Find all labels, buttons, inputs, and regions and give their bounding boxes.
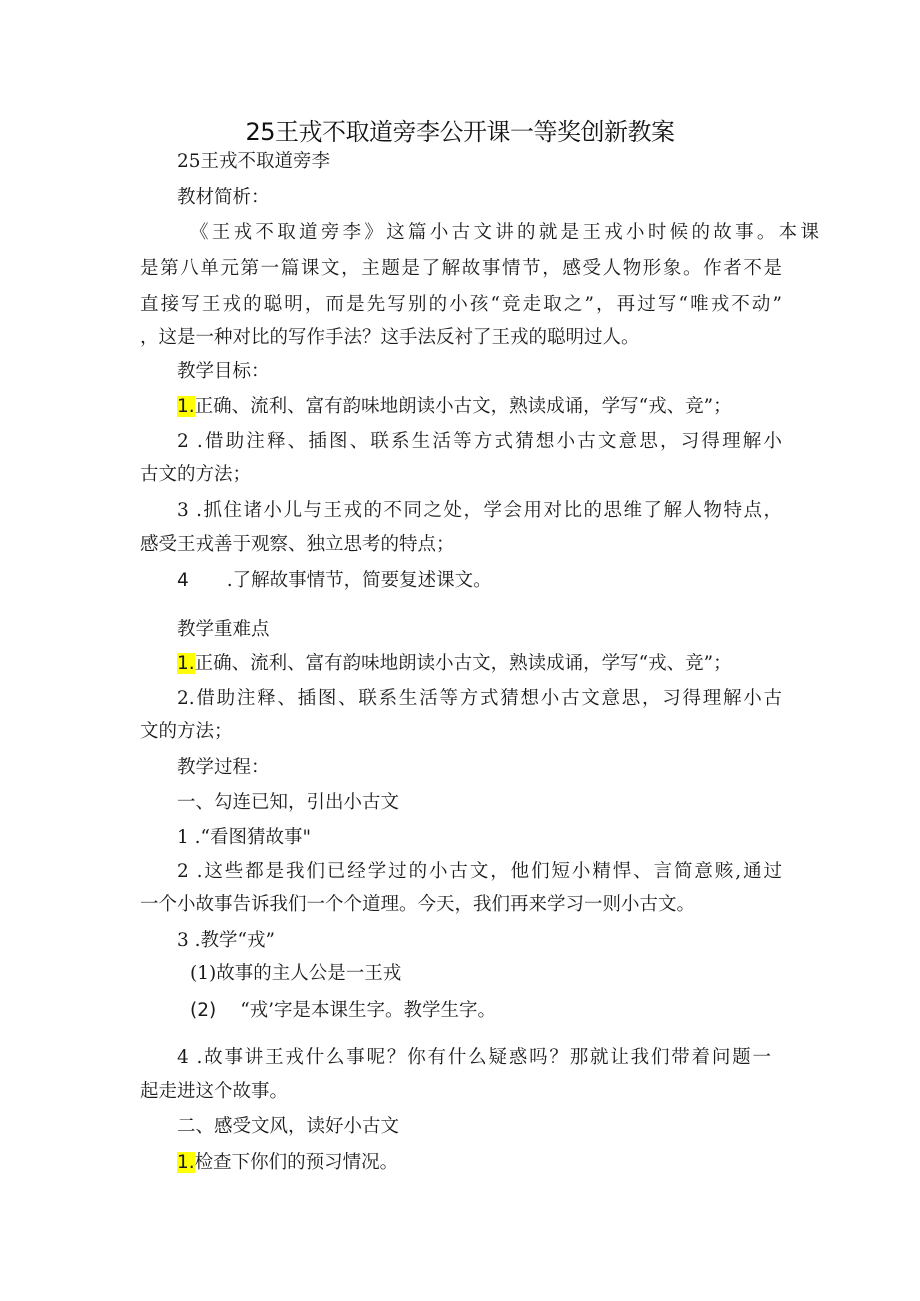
document-title: 25王戎不取道旁李公开课一等奖创新教案 [245,118,675,146]
process-item-4-cont: 起走进这个故事。 [140,1081,289,1102]
process-item-2-cont: 一个小故事告诉我们一个个道理。今天，我们再来学习一则小古文。 [140,894,696,915]
goal-item-1 [177,395,732,419]
key-item-1 [177,652,732,676]
process-item-1: 1 .“看图猜故事" [177,827,311,848]
goal-number: 4 [177,570,189,591]
highlighted-number: 1. [177,653,195,674]
key-item-2-cont: 文的方法； [140,721,233,742]
section-1-heading: 一、勾连已知，引出小古文 [177,792,400,813]
material-line: ，这是一种对比的写作手法？这手法反衬了王戎的聪明过人。 [140,327,640,348]
material-line: 是第八单元第一篇课文，主题是了解故事情节，感受人物形象。作者不是 [140,258,782,279]
goal-item-3-cont: 感受王戎善于观察、独立思考的特点； [140,534,455,555]
section-2-heading: 二、感受文风，读好小古文 [177,1116,400,1137]
sub-number: (2) [190,1000,217,1021]
goal-item-4 [177,569,492,593]
process-heading: 教学过程： [177,757,270,778]
material-line: 《王戎不取道旁李》这篇小古文讲的就是王戎小时候的故事。本课 [190,222,819,243]
goal-item-2-cont: 古文的方法； [140,464,252,485]
process-item-2: 2 .这些都是我们已经学过的小古文，他们短小精悍、言简意赅,通过 [177,861,782,882]
highlighted-number: 1. [177,396,195,417]
goal-item-2: 2 .借助注释、插图、联系生活等方式猜想小古文意思，习得理解小 [177,431,782,452]
section-2-item-1 [177,1151,398,1175]
key-heading: 教学重难点 [177,619,270,640]
subtitle: 25王戎不取道旁李 [177,151,331,172]
process-item-3-sub-2 [190,999,496,1023]
material-line: 直接写王戎的聪明，而是先写别的小孩“竞走取之”，再过写“唯戎不动” [140,294,782,315]
goals-heading: 教学目标： [177,361,270,382]
sub-text: “戎’字是本课生字。教学生字。 [240,1000,497,1021]
key-item-2: 2.借助注释、插图、联系生活等方式猜想小古文意思，习得理解小古 [177,688,782,709]
material-heading: 教材简析： [177,187,270,208]
highlighted-number: 1. [177,1152,195,1173]
process-item-3: 3 .教学“戎” [177,930,275,951]
section-2-text: 检查下你们的预习情况。 [194,1152,399,1173]
goal-item-3: 3 .抓住诸小儿与王戎的不同之处，学会用对比的思维了解人物特点， [177,500,782,521]
process-item-4: 4 .故事讲王戎什么事呢？你有什么疑惑吗？那就让我们带着问题一 [177,1047,771,1068]
goal-text: .了解故事情节，简要复述课文。 [226,570,492,591]
process-item-3-sub-1: (1)故事的主人公是一王戎 [190,963,402,984]
key-text: 正确、流利、富有韵味地朗读小古文，熟读成诵，学写“戎、竞”； [194,653,732,674]
goal-text: 正确、流利、富有韵味地朗读小古文，熟读成诵，学写“戎、竞”； [194,396,732,417]
